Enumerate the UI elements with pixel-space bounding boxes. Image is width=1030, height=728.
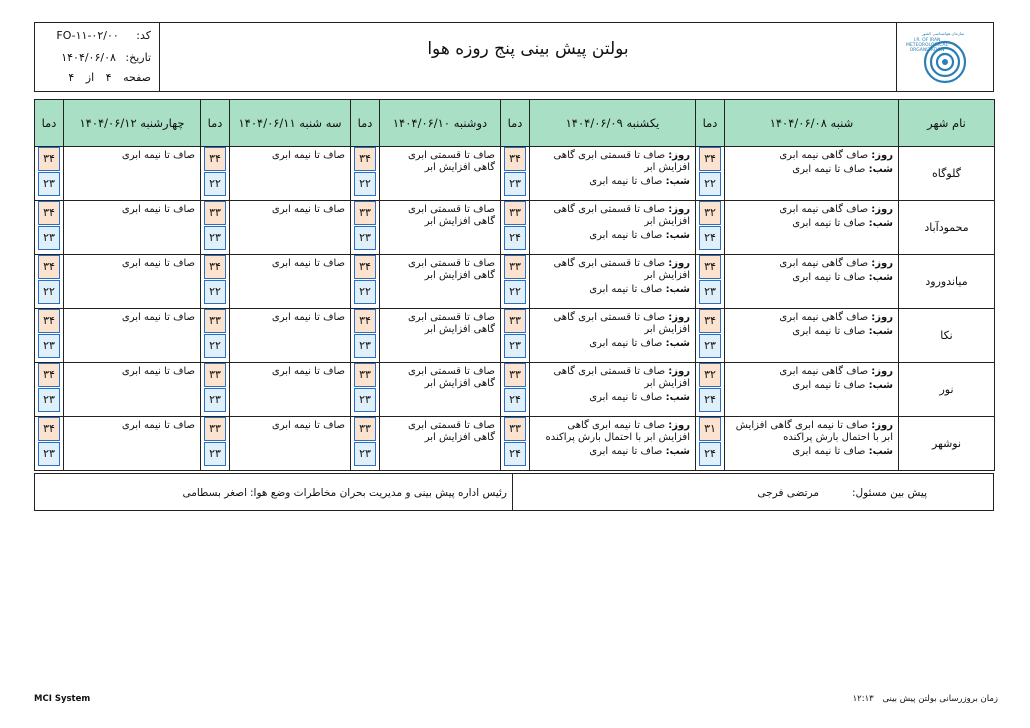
night-label: شب: bbox=[665, 230, 690, 241]
day-header: چهارشنبه ۱۴۰۴/۰۶/۱۲ bbox=[64, 100, 201, 147]
max-temp: ۳۳ bbox=[504, 255, 526, 279]
night-text: صاف تا نیمه ابری bbox=[589, 230, 663, 241]
day-forecast bbox=[535, 204, 690, 228]
min-temp: ۲۳ bbox=[38, 172, 60, 196]
day-forecast bbox=[535, 312, 690, 336]
max-temp: ۳۴ bbox=[204, 255, 226, 279]
night-forecast bbox=[730, 326, 893, 338]
max-temp: ۳۴ bbox=[38, 363, 60, 387]
bulletin-header bbox=[34, 22, 994, 92]
night-text: صاف تا نیمه ابری bbox=[792, 380, 866, 391]
night-label: شب: bbox=[868, 446, 893, 457]
day-forecast bbox=[730, 366, 893, 378]
max-temp: ۳۴ bbox=[354, 309, 376, 333]
min-temp: ۲۳ bbox=[699, 334, 721, 358]
min-temp: ۲۳ bbox=[699, 280, 721, 304]
page-label: صفحه bbox=[123, 71, 151, 84]
temp-cell bbox=[501, 363, 530, 417]
max-temp: ۳۴ bbox=[38, 147, 60, 171]
temp-header: دما bbox=[501, 100, 530, 147]
night-forecast bbox=[535, 338, 690, 350]
table-header-row bbox=[35, 100, 995, 147]
day-text: صاف گاهی نیمه ابری bbox=[779, 258, 869, 269]
max-temp: ۳۳ bbox=[354, 417, 376, 441]
night-text: صاف تا نیمه ابری bbox=[792, 272, 866, 283]
temp-cell bbox=[351, 309, 380, 363]
forecast-text: صاف تا نیمه ابری bbox=[271, 366, 345, 377]
night-text: صاف تا نیمه ابری bbox=[792, 164, 866, 175]
forecast-cell bbox=[230, 147, 351, 201]
night-forecast bbox=[535, 446, 690, 458]
night-forecast bbox=[730, 218, 893, 230]
day-label: روز: bbox=[668, 258, 690, 269]
day-label: روز: bbox=[668, 312, 690, 323]
page-total: ۴ bbox=[68, 71, 75, 84]
min-temp: ۲۳ bbox=[354, 226, 376, 250]
forecast-cell bbox=[530, 363, 696, 417]
max-temp: ۳۴ bbox=[38, 255, 60, 279]
logo bbox=[896, 23, 993, 91]
code-value: FO-۱۱-۰۲/۰۰ bbox=[56, 29, 119, 42]
head-label: رئیس اداره پیش بینی و مدیریت بحران مخاطرات وضع هوا: bbox=[250, 487, 507, 499]
day-label: روز: bbox=[871, 150, 893, 161]
max-temp: ۳۴ bbox=[204, 147, 226, 171]
temp-cell bbox=[35, 363, 64, 417]
night-forecast bbox=[730, 380, 893, 392]
temp-cell bbox=[696, 255, 725, 309]
forecast-cell bbox=[380, 201, 501, 255]
forecaster-name: مرتضی فرجی bbox=[757, 487, 819, 499]
forecaster-label: پیش بین مسئول: bbox=[852, 487, 927, 499]
table-row bbox=[35, 309, 995, 363]
day-text: صاف تا نیمه ابری گاهی افزایش ابر با احتمال بارش پراکنده bbox=[735, 420, 893, 443]
forecast-cell bbox=[64, 363, 201, 417]
code-label: کد: bbox=[136, 29, 151, 42]
forecast-text: صاف تا نیمه ابری bbox=[121, 204, 195, 215]
min-temp: ۲۳ bbox=[38, 334, 60, 358]
forecast-cell bbox=[64, 201, 201, 255]
city-name: گلوگاه bbox=[899, 147, 995, 201]
forecast-text: صاف تا نیمه ابری bbox=[271, 420, 345, 431]
min-temp: ۲۳ bbox=[504, 334, 526, 358]
forecast-cell bbox=[64, 417, 201, 471]
svg-text:METEOROLOGICAL: METEOROLOGICAL bbox=[906, 43, 948, 48]
signature-footer bbox=[34, 473, 994, 511]
forecast-cell bbox=[725, 201, 899, 255]
forecast-cell bbox=[230, 309, 351, 363]
min-temp: ۲۴ bbox=[504, 442, 526, 466]
forecast-text: صاف تا نیمه ابری bbox=[121, 420, 195, 431]
forecast-cell bbox=[64, 147, 201, 201]
day-forecast bbox=[535, 420, 690, 444]
temp-cell bbox=[35, 201, 64, 255]
forecast-cell bbox=[230, 417, 351, 471]
day-label: روز: bbox=[668, 366, 690, 377]
day-text: صاف گاهی نیمه ابری bbox=[779, 150, 869, 161]
min-temp: ۲۳ bbox=[354, 442, 376, 466]
temp-cell bbox=[201, 255, 230, 309]
min-temp: ۲۳ bbox=[204, 226, 226, 250]
forecast-cell bbox=[530, 255, 696, 309]
svg-text:ORGANIZATION: ORGANIZATION bbox=[909, 48, 945, 53]
forecast-cell bbox=[530, 309, 696, 363]
forecast-cell bbox=[230, 363, 351, 417]
min-temp: ۲۲ bbox=[204, 280, 226, 304]
temp-cell bbox=[696, 309, 725, 363]
max-temp: ۳۲ bbox=[699, 363, 721, 387]
forecast-text: صاف تا قسمتی ابری گاهی افزایش ابر bbox=[407, 366, 495, 389]
table-row bbox=[35, 201, 995, 255]
night-label: شب: bbox=[868, 272, 893, 283]
night-forecast bbox=[535, 230, 690, 242]
svg-text:I.R. OF IRAN: I.R. OF IRAN bbox=[913, 38, 941, 43]
forecast-text: صاف تا نیمه ابری bbox=[121, 366, 195, 377]
forecast-cell bbox=[530, 417, 696, 471]
max-temp: ۳۳ bbox=[204, 363, 226, 387]
temp-cell bbox=[351, 363, 380, 417]
temp-cell bbox=[201, 417, 230, 471]
forecast-text: صاف تا قسمتی ابری گاهی افزایش ابر bbox=[407, 420, 495, 443]
day-text: صاف تا قسمتی ابری گاهی افزایش ابر bbox=[553, 312, 690, 335]
page-current: ۴ bbox=[105, 71, 112, 84]
day-forecast bbox=[730, 258, 893, 270]
night-label: شب: bbox=[665, 338, 690, 349]
temp-cell bbox=[501, 255, 530, 309]
day-label: روز: bbox=[871, 258, 893, 269]
max-temp: ۳۳ bbox=[504, 363, 526, 387]
forecast-table bbox=[34, 99, 995, 471]
night-forecast bbox=[535, 392, 690, 404]
night-text: صاف تا نیمه ابری bbox=[589, 338, 663, 349]
forecast-cell bbox=[380, 417, 501, 471]
night-forecast bbox=[535, 176, 690, 188]
day-label: روز: bbox=[668, 204, 690, 215]
page-title: بولتن پیش بینی پنج روزه هوا bbox=[427, 39, 629, 59]
min-temp: ۲۲ bbox=[354, 280, 376, 304]
page-of: از bbox=[85, 71, 95, 84]
forecast-cell bbox=[725, 147, 899, 201]
forecast-text: صاف تا نیمه ابری bbox=[121, 312, 195, 323]
table-row bbox=[35, 255, 995, 309]
day-label: روز: bbox=[668, 150, 690, 161]
temp-cell bbox=[201, 363, 230, 417]
temp-cell bbox=[501, 417, 530, 471]
temp-cell bbox=[35, 309, 64, 363]
max-temp: ۳۱ bbox=[699, 417, 721, 441]
city-header: نام شهر bbox=[899, 100, 995, 147]
temp-header: دما bbox=[351, 100, 380, 147]
min-temp: ۲۳ bbox=[204, 442, 226, 466]
forecast-cell bbox=[230, 201, 351, 255]
min-temp: ۲۳ bbox=[38, 226, 60, 250]
temp-cell bbox=[696, 417, 725, 471]
forecast-cell bbox=[380, 147, 501, 201]
forecast-cell bbox=[725, 255, 899, 309]
forecast-text: صاف تا قسمتی ابری گاهی افزایش ابر bbox=[407, 258, 495, 281]
temp-cell bbox=[351, 201, 380, 255]
day-text: صاف تا نیمه ابری گاهی افزایش ابر با احتمال بارش پراکنده bbox=[545, 420, 690, 443]
forecast-text: صاف تا نیمه ابری bbox=[271, 204, 345, 215]
night-text: صاف تا نیمه ابری bbox=[589, 392, 663, 403]
night-label: شب: bbox=[868, 164, 893, 175]
table-row bbox=[35, 417, 995, 471]
day-header: یکشنبه ۱۴۰۴/۰۶/۰۹ bbox=[530, 100, 696, 147]
night-label: شب: bbox=[665, 446, 690, 457]
night-text: صاف تا نیمه ابری bbox=[589, 446, 663, 457]
min-temp: ۲۳ bbox=[354, 388, 376, 412]
temp-cell bbox=[35, 147, 64, 201]
forecast-text: صاف تا نیمه ابری bbox=[271, 150, 345, 161]
svg-text:سازمان هواشناسی کشور: سازمان هواشناسی کشور bbox=[921, 31, 965, 36]
day-text: صاف تا قسمتی ابری گاهی افزایش ابر bbox=[553, 150, 690, 173]
night-label: شب: bbox=[868, 380, 893, 391]
temp-cell bbox=[351, 417, 380, 471]
temp-cell bbox=[501, 309, 530, 363]
city-name: نوشهر bbox=[899, 417, 995, 471]
day-forecast bbox=[730, 150, 893, 162]
document-meta bbox=[35, 23, 160, 91]
temp-header: دما bbox=[35, 100, 64, 147]
forecast-text: صاف تا قسمتی ابری گاهی افزایش ابر bbox=[407, 312, 495, 335]
min-temp: ۲۲ bbox=[504, 280, 526, 304]
day-header: دوشنبه ۱۴۰۴/۰۶/۱۰ bbox=[380, 100, 501, 147]
forecast-cell bbox=[64, 255, 201, 309]
day-forecast bbox=[730, 312, 893, 324]
max-temp: ۳۴ bbox=[699, 255, 721, 279]
night-label: شب: bbox=[665, 176, 690, 187]
day-forecast bbox=[535, 258, 690, 282]
min-temp: ۲۴ bbox=[699, 226, 721, 250]
min-temp: ۲۲ bbox=[38, 280, 60, 304]
max-temp: ۳۴ bbox=[38, 201, 60, 225]
min-temp: ۲۳ bbox=[38, 388, 60, 412]
max-temp: ۳۳ bbox=[354, 363, 376, 387]
update-label: زمان بروزرسانی بولتن پیش بینی bbox=[882, 694, 998, 704]
day-label: روز: bbox=[871, 312, 893, 323]
forecast-text: صاف تا نیمه ابری bbox=[271, 258, 345, 269]
night-label: شب: bbox=[868, 218, 893, 229]
day-text: صاف تا قسمتی ابری گاهی افزایش ابر bbox=[553, 366, 690, 389]
night-text: صاف تا نیمه ابری bbox=[792, 326, 866, 337]
day-text: صاف گاهی نیمه ابری bbox=[779, 204, 869, 215]
day-text: صاف تا قسمتی ابری گاهی افزایش ابر bbox=[553, 258, 690, 281]
max-temp: ۳۳ bbox=[204, 201, 226, 225]
update-time: ۱۲:۱۳ bbox=[852, 694, 874, 704]
night-text: صاف تا نیمه ابری bbox=[589, 284, 663, 295]
max-temp: ۳۳ bbox=[354, 201, 376, 225]
date-value: ۱۴۰۴/۰۶/۰۸ bbox=[61, 51, 116, 64]
max-temp: ۳۴ bbox=[699, 147, 721, 171]
forecast-cell bbox=[725, 417, 899, 471]
update-info bbox=[853, 694, 998, 704]
night-forecast bbox=[730, 272, 893, 284]
temp-cell bbox=[35, 417, 64, 471]
max-temp: ۳۳ bbox=[504, 201, 526, 225]
day-header: شنبه ۱۴۰۴/۰۶/۰۸ bbox=[725, 100, 899, 147]
max-temp: ۳۴ bbox=[354, 147, 376, 171]
day-forecast bbox=[535, 366, 690, 390]
day-forecast bbox=[730, 204, 893, 216]
temp-cell bbox=[696, 147, 725, 201]
forecast-cell bbox=[380, 363, 501, 417]
forecast-text: صاف تا قسمتی ابری گاهی افزایش ابر bbox=[407, 204, 495, 227]
day-header: سه شنبه ۱۴۰۴/۰۶/۱۱ bbox=[230, 100, 351, 147]
min-temp: ۲۳ bbox=[204, 388, 226, 412]
min-temp: ۲۳ bbox=[38, 442, 60, 466]
city-name: میاندورود bbox=[899, 255, 995, 309]
forecaster-block bbox=[512, 474, 993, 510]
temp-cell bbox=[696, 201, 725, 255]
day-text: صاف گاهی نیمه ابری bbox=[779, 366, 869, 377]
temp-cell bbox=[501, 201, 530, 255]
max-temp: ۳۳ bbox=[204, 417, 226, 441]
forecast-cell bbox=[380, 309, 501, 363]
night-forecast bbox=[730, 446, 893, 458]
max-temp: ۳۴ bbox=[38, 309, 60, 333]
night-text: صاف تا نیمه ابری bbox=[589, 176, 663, 187]
min-temp: ۲۴ bbox=[699, 388, 721, 412]
city-name: نکا bbox=[899, 309, 995, 363]
table-row bbox=[35, 363, 995, 417]
head-name: اصغر بسطامی bbox=[182, 487, 247, 499]
temp-cell bbox=[35, 255, 64, 309]
day-label: روز: bbox=[871, 366, 893, 377]
date-label: تاریخ: bbox=[125, 51, 151, 64]
head-block bbox=[35, 474, 515, 510]
forecast-cell bbox=[64, 309, 201, 363]
min-temp: ۲۲ bbox=[354, 172, 376, 196]
temp-cell bbox=[351, 255, 380, 309]
night-label: شب: bbox=[665, 392, 690, 403]
max-temp: ۳۳ bbox=[204, 309, 226, 333]
day-text: صاف گاهی نیمه ابری bbox=[779, 312, 869, 323]
temp-header: دما bbox=[201, 100, 230, 147]
forecast-cell bbox=[725, 309, 899, 363]
min-temp: ۲۲ bbox=[204, 172, 226, 196]
night-label: شب: bbox=[868, 326, 893, 337]
meteorological-organization-logo-icon bbox=[897, 23, 993, 91]
max-temp: ۳۴ bbox=[38, 417, 60, 441]
night-forecast bbox=[535, 284, 690, 296]
forecast-cell bbox=[530, 147, 696, 201]
city-name: نور bbox=[899, 363, 995, 417]
min-temp: ۲۴ bbox=[699, 442, 721, 466]
forecast-text: صاف تا نیمه ابری bbox=[121, 150, 195, 161]
night-text: صاف تا نیمه ابری bbox=[792, 446, 866, 457]
max-temp: ۳۳ bbox=[504, 417, 526, 441]
forecast-cell bbox=[725, 363, 899, 417]
system-name: MCI System bbox=[34, 694, 91, 704]
table-row bbox=[35, 147, 995, 201]
min-temp: ۲۴ bbox=[504, 226, 526, 250]
temp-cell bbox=[351, 147, 380, 201]
day-label: روز: bbox=[871, 420, 893, 431]
temp-header: دما bbox=[696, 100, 725, 147]
max-temp: ۳۴ bbox=[699, 309, 721, 333]
day-forecast bbox=[730, 420, 893, 444]
temp-cell bbox=[501, 147, 530, 201]
forecast-cell bbox=[530, 201, 696, 255]
min-temp: ۲۳ bbox=[354, 334, 376, 358]
min-temp: ۲۲ bbox=[204, 334, 226, 358]
min-temp: ۲۴ bbox=[504, 388, 526, 412]
temp-cell bbox=[696, 363, 725, 417]
min-temp: ۲۲ bbox=[699, 172, 721, 196]
day-text: صاف تا قسمتی ابری گاهی افزایش ابر bbox=[553, 204, 690, 227]
day-forecast bbox=[535, 150, 690, 174]
temp-cell bbox=[201, 309, 230, 363]
forecast-text: صاف تا قسمتی ابری گاهی افزایش ابر bbox=[407, 150, 495, 173]
forecast-cell bbox=[380, 255, 501, 309]
forecast-cell bbox=[230, 255, 351, 309]
city-name: محمودآباد bbox=[899, 201, 995, 255]
day-label: روز: bbox=[871, 204, 893, 215]
night-forecast bbox=[730, 164, 893, 176]
forecast-text: صاف تا نیمه ابری bbox=[271, 312, 345, 323]
max-temp: ۳۲ bbox=[699, 201, 721, 225]
night-label: شب: bbox=[665, 284, 690, 295]
temp-cell bbox=[201, 201, 230, 255]
max-temp: ۳۴ bbox=[504, 147, 526, 171]
day-label: روز: bbox=[668, 420, 690, 431]
max-temp: ۳۴ bbox=[354, 255, 376, 279]
forecast-text: صاف تا نیمه ابری bbox=[121, 258, 195, 269]
temp-cell bbox=[201, 147, 230, 201]
night-text: صاف تا نیمه ابری bbox=[792, 218, 866, 229]
min-temp: ۲۳ bbox=[504, 172, 526, 196]
max-temp: ۳۳ bbox=[504, 309, 526, 333]
